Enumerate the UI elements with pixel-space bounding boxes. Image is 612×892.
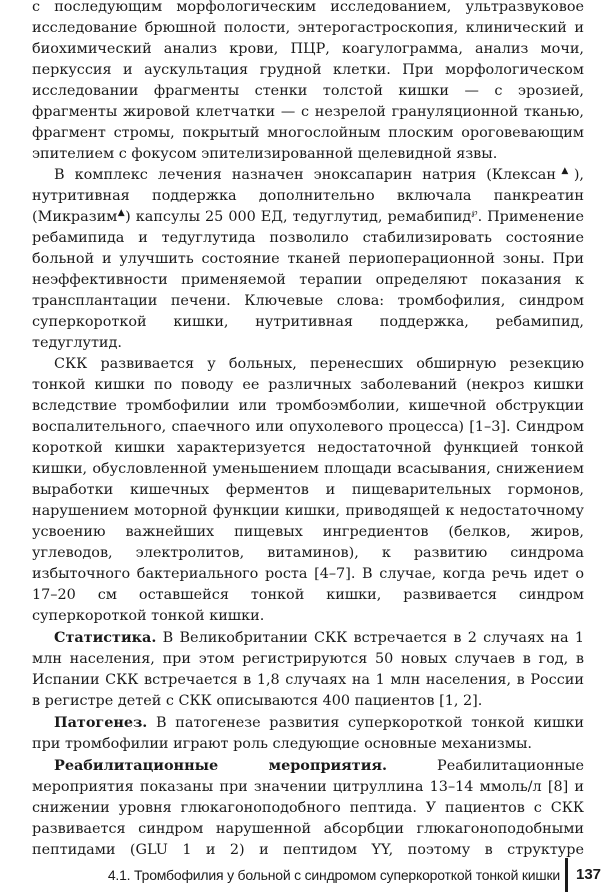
treatment-text-d: . Применение ребамипида и тедуглутида позволило стабилизировать состояние больной и улучшить состояние тканей периоперационной зоны. При неэффективности применяемой терапии определяют показания к трансплантации печени. Ключевые слова: тромбофилия, синдром суперкороткой кишки, нутритивная поддержка, ребамипид, тедуглутид.: [32, 209, 584, 351]
registered-mark-a: ▲: [555, 166, 574, 177]
page-body: [32, 0, 584, 860]
paragraph-rehabilitation: [32, 755, 584, 860]
paragraph-diagnostics: с последующим морфологическим исследованием, ультразвуковое исследование брюшной полости, энтерогастроскопия, клинический и биохимический анализ крови, ПЦР, коагулограмма, анализ мочи, перкуссия и аускультация грудной клетки. При морфологическом исследовании фрагменты стенки толстой кишки — с эрозией, фрагменты жировой клетчатки — с незрелой грануляционной тканью, фрагмент стромы, покрытый многослойным плоским ороговевающим эпителием с фокусом эпителизированной щелевидной язвы.: [32, 0, 584, 162]
pathogenesis-heading: Патогенез.: [54, 714, 148, 731]
treatment-text-a: В комплекс лечения назначен эноксапарин натрия (Клексан: [54, 167, 556, 183]
pathogenesis-text: В патогенезе развития суперкороткой тонкой кишки при тромбофилии играют роль следующие основные механизмы.: [32, 715, 584, 752]
paragraph-treatment: [32, 165, 584, 354]
paragraph-statistics: [32, 627, 584, 712]
statistics-text: В Великобритании СКК встречается в 2 случаях на 1 млн населения, при этом регистрируются 50 новых случаев в год, в Испании СКК встречается в 1,8 случаях на 1 млн населения, в России в регистре детей с СКК описываются 400 пациентов [1, 2].: [32, 630, 584, 709]
registered-mark-b: ▲: [117, 208, 126, 219]
main-text: [32, 0, 584, 860]
unregistered-mark: ℘: [471, 208, 478, 219]
treatment-text-c: ) капсулы 25 000 ЕД, тедуглутид, ремабипид: [125, 209, 472, 225]
rehabilitation-heading: Реабилитационные мероприятия.: [54, 757, 388, 774]
page-number: 137: [576, 866, 602, 883]
paragraph-skk-definition: СКК развивается у больных, перенесших обширную резекцию тонкой кишки по поводу ее различных заболеваний (некроз кишки вследствие тромбофилии или тромбоэмболии, кишечной обструкции воспалительного, спаечного или опухолевого процесса) [1–3]. Синдром короткой кишки характеризуется недостаточной функцией тонкой кишки, обусловленной уменьшением площади всасывания, снижением выработки кишечных ферментов и пищеварительных гормонов, нарушением моторной функции кишки, приводящей к недостаточному усвоению важнейших пищевых ингредиентов (белков, жиров, углеводов, электролитов, витаминов), к развитию синдрома избыточного бактериального роста [4–7]. В случае, когда речь идет о 17–20 см оставшейся тонкой кишки, развивается синдром суперкороткой тонкой кишки.: [32, 356, 584, 624]
running-footer: [0, 858, 612, 892]
footer-divider: [565, 858, 568, 892]
running-title: 4.1. Тромбофилия у больной с синдромом суперкороткой тонкой кишки: [107, 867, 560, 883]
rehabilitation-text: Реабилитационные мероприятия показаны при значении цитруллина 13–14 ммоль/л [8] и снижении уровня глюкагоноподобного пептида. У пациентов с СКК развивается синдром нарушенной абсорбции глюкагоноподобными пептидами (GLU 1 и 2) и пептидом YY, поэтому в структуре: [32, 758, 584, 858]
paragraph-pathogenesis: [32, 712, 584, 755]
statistics-heading: Статистика.: [54, 629, 157, 646]
treatment-text-b: ), нутритивная поддержка дополнительно включала панкреатин (Микразим: [32, 167, 584, 225]
